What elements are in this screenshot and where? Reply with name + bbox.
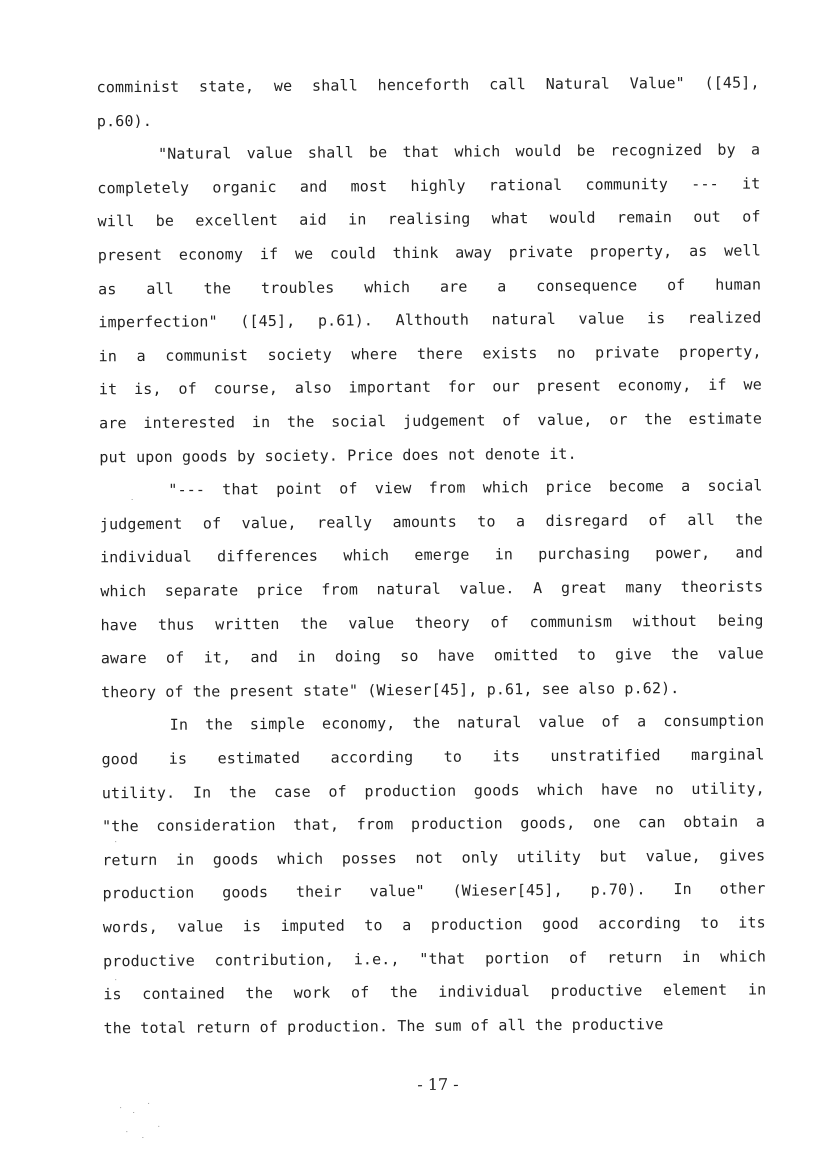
text-line: "--- that point of view from which price become a social	[99, 476, 763, 500]
text-line: comminist state, we shall henceforth call Natural Value" ([45],	[96, 73, 760, 97]
text-line: good is estimated according to its unstratified marginal	[101, 745, 765, 769]
text-line: imperfection" ([45], p.61). Althouth natural value is realized	[98, 308, 762, 332]
text-line: productive contribution, i.e., "that portion of return in which	[102, 947, 767, 970]
text-line: as all the troubles which are a consequence of human	[98, 275, 762, 298]
scan-speck	[158, 1126, 159, 1127]
scan-speck	[133, 1112, 134, 1113]
text-line: is contained the work of the individual productive element in	[103, 980, 767, 1004]
text-line: words, value is imputed to a production good according to its	[102, 913, 766, 937]
text-line: p.60).	[96, 111, 153, 130]
text-line: are interested in the social judgement of value, or the estimate	[99, 409, 763, 433]
text-line: put upon goods by society. Price does not denote it.	[99, 444, 577, 466]
page-number: - 17 -	[417, 1074, 459, 1094]
text-line: theory of the present state" (Wieser[45], p.61, see also p.62).	[101, 678, 680, 702]
text-line: judgement of value, really amounts to a disregard of all the	[99, 510, 763, 534]
text-line: "the consideration that, from production goods, one can obtain a	[101, 812, 766, 836]
text-line: which separate price from natural value. A great many theorists	[100, 577, 764, 601]
text-line: "Natural value shall be that which would be recognized by a	[97, 140, 761, 164]
text-line: utility. In the case of production goods which have no utility,	[101, 779, 765, 802]
text-line: individual differences which emerge in purchasing power, and	[100, 543, 764, 567]
scan-speck	[148, 1103, 149, 1104]
text-line: completely organic and most highly rational community --- it	[97, 174, 761, 198]
scan-speck	[115, 979, 116, 980]
scan-speck	[132, 499, 133, 500]
text-line: the total return of production. The sum of all the productive	[103, 1014, 664, 1038]
text-line: return in goods which posses not only utility but value, gives	[102, 846, 766, 870]
text-line: production goods their value" (Wieser[45], p.70). In other	[102, 879, 766, 903]
scan-speck	[120, 1107, 121, 1108]
text-line: in a communist society where there exists no private property,	[98, 342, 762, 366]
text-line: In the simple economy, the natural value of a consumption	[101, 711, 765, 735]
text-line: will be excellent aid in realising what would remain out of	[97, 207, 761, 231]
text-line: present economy if we could think away private property, as well	[97, 241, 761, 265]
scan-speck	[142, 1137, 143, 1138]
scan-speck	[126, 1131, 127, 1132]
text-line: have thus written the value theory of communism without being	[100, 611, 764, 634]
text-line: it is, of course, also important for our present economy, if we	[98, 375, 762, 399]
text-line: aware of it, and in doing so have omitted to give the value	[100, 644, 764, 668]
scan-speck	[115, 841, 116, 842]
